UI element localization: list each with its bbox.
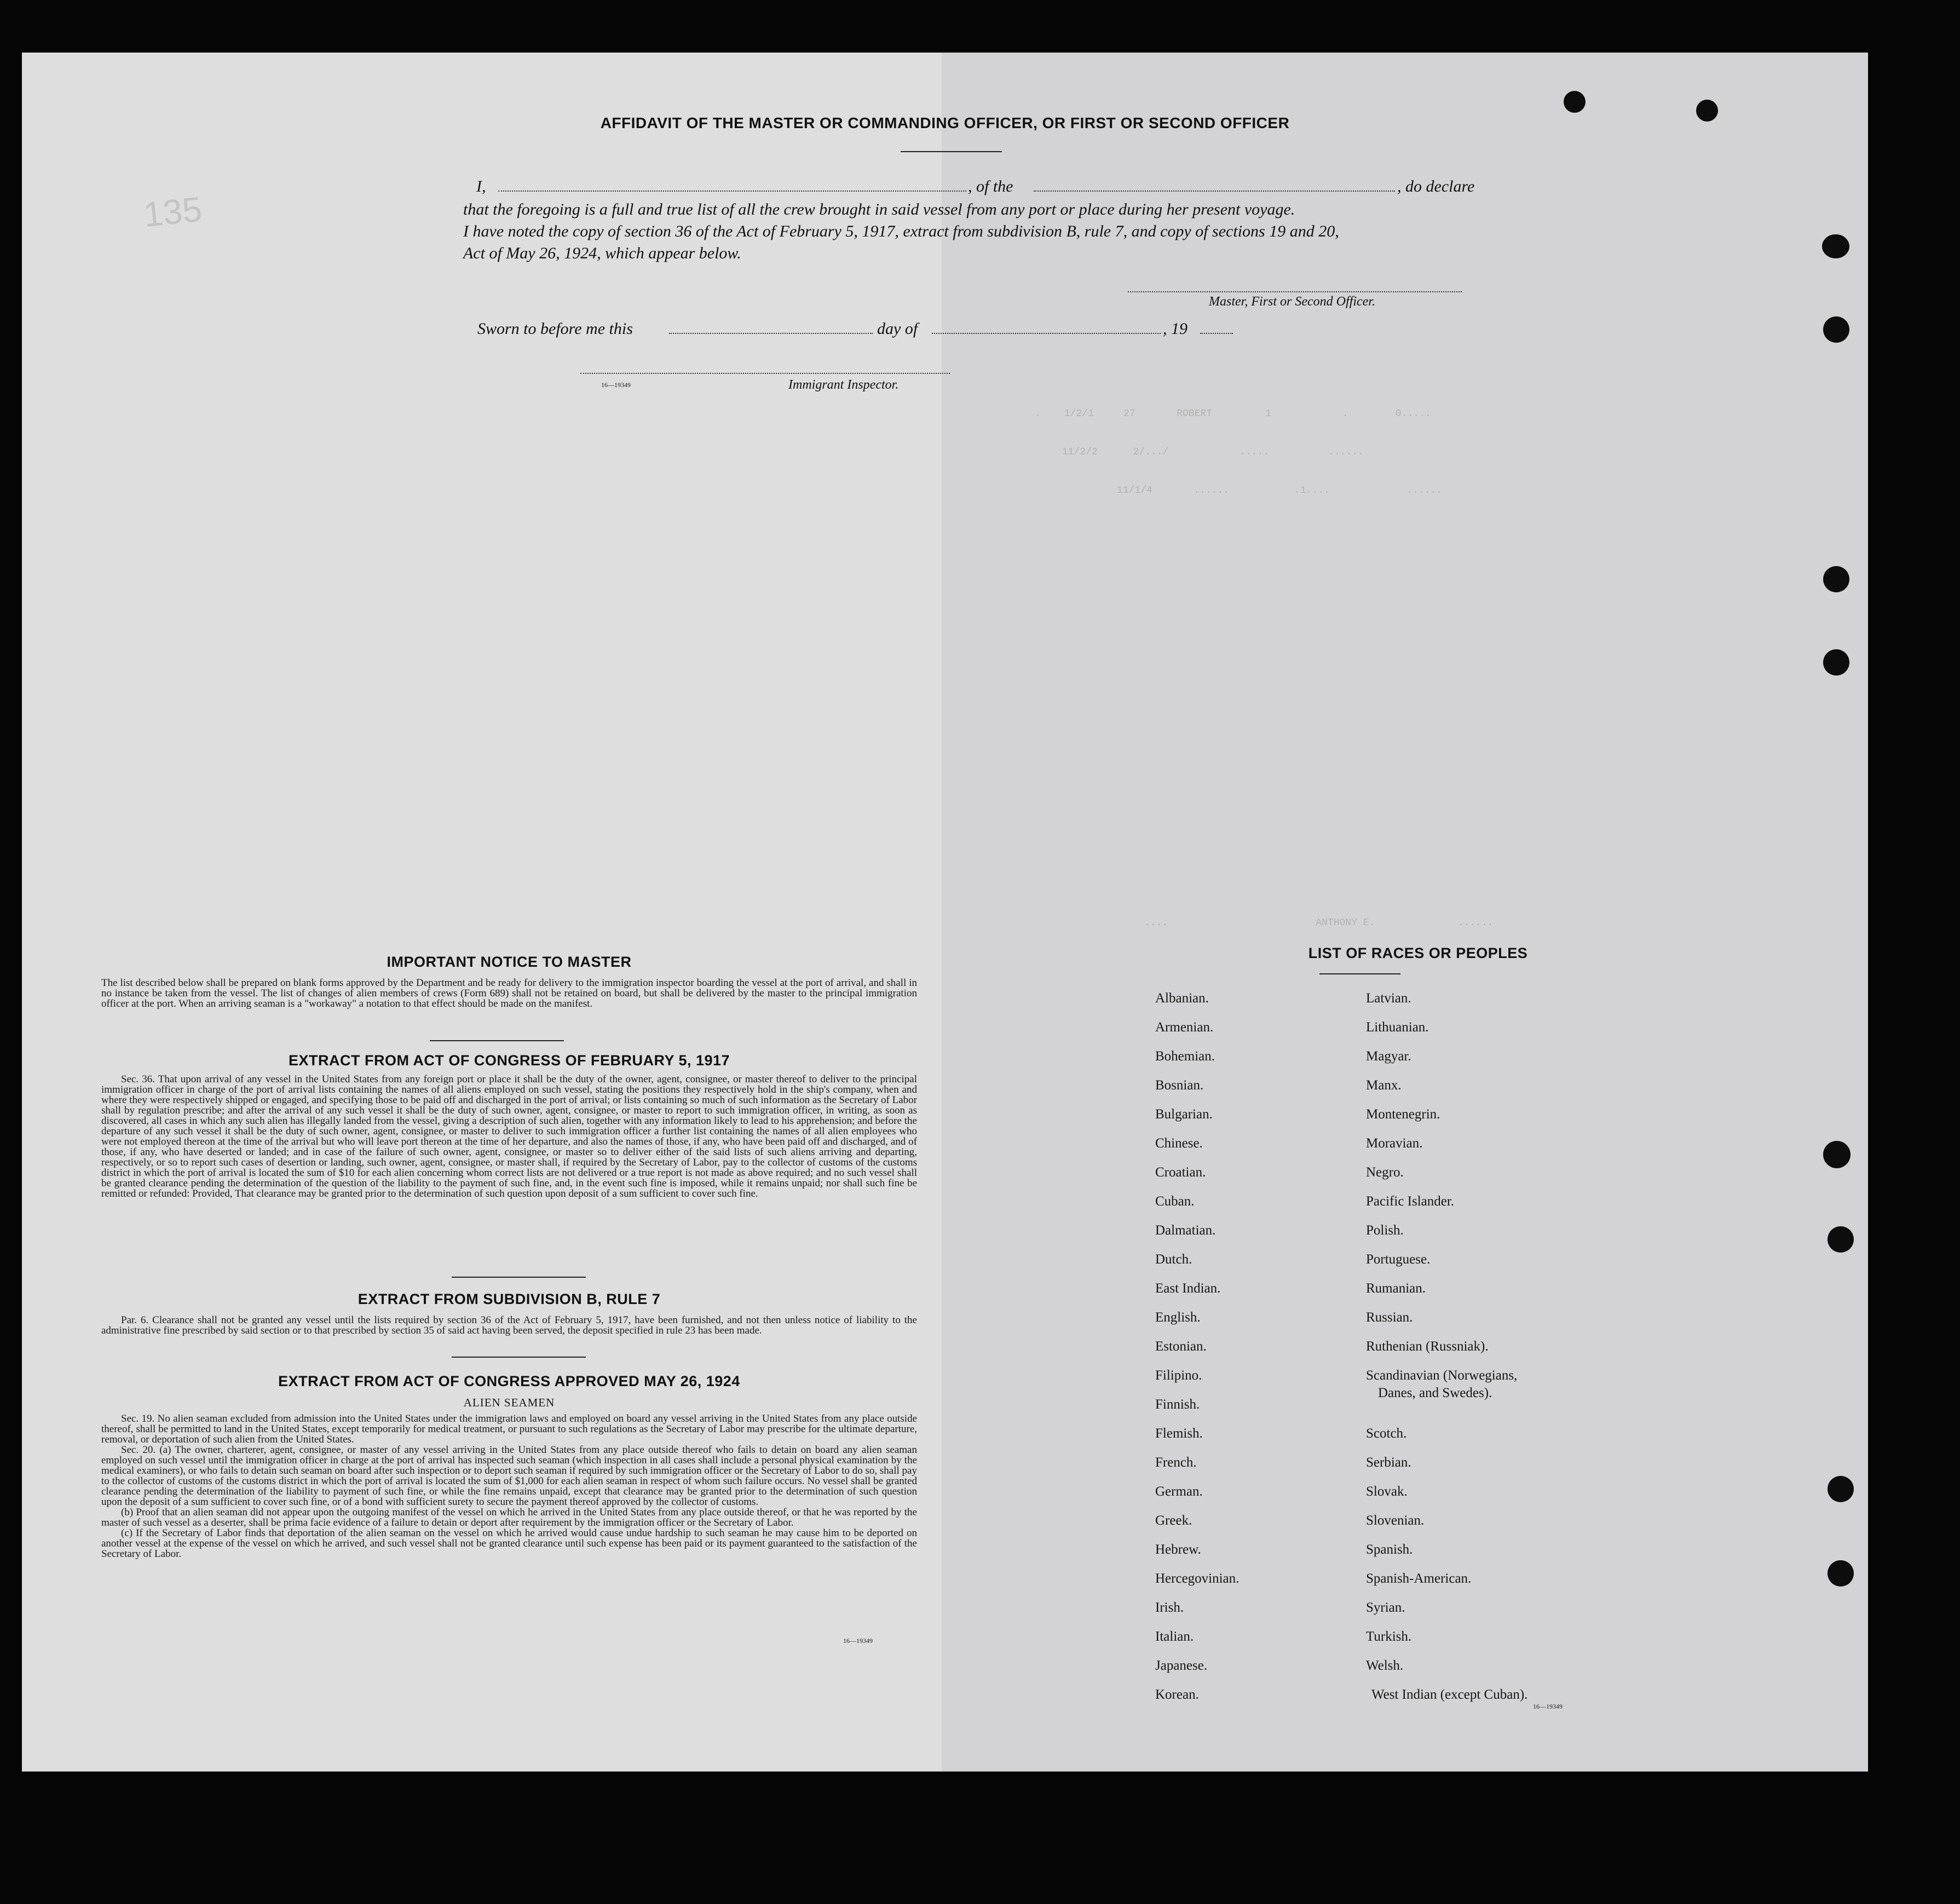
race-item: Danes, and Swedes).	[1378, 1386, 1492, 1400]
sec-19-text: Sec. 19. No alien seaman excluded from admission into the United States under the immigration laws and employed on board any vessel arriving in the United States from any place outside thereof, shall be permitted to land in the United States, except temporarily for medical treatment, or pursuant to such regulations as the Secretary of Labor may prescribe for the ultimate departure, removal, or deportation of such alien from the United States.	[101, 1413, 917, 1445]
sworn-label: Sworn to before me this	[477, 320, 633, 338]
race-item: Italian.	[1155, 1629, 1194, 1644]
alien-seamen-subtitle: ALIEN SEAMEN	[463, 1396, 555, 1409]
race-item: Finnish.	[1155, 1397, 1200, 1412]
punch-hole	[1564, 91, 1586, 113]
race-item: Welsh.	[1366, 1658, 1404, 1673]
race-item: German.	[1155, 1484, 1203, 1499]
document-page	[22, 53, 1868, 1772]
race-item: Bohemian.	[1155, 1049, 1215, 1064]
day-of-label: day of	[877, 320, 918, 338]
race-item: Slovak.	[1366, 1484, 1408, 1499]
race-item: Korean.	[1155, 1687, 1199, 1702]
stamp-number: 135	[141, 189, 204, 235]
race-item: Bulgarian.	[1155, 1107, 1213, 1122]
race-item: Ruthenian (Russniak).	[1366, 1339, 1489, 1354]
month-line	[932, 333, 1161, 334]
race-item: Scandinavian (Norwegians,	[1366, 1368, 1518, 1383]
race-item: Hebrew.	[1155, 1542, 1201, 1557]
name-blank-line	[498, 191, 966, 192]
race-item: Russian.	[1366, 1310, 1413, 1325]
punch-hole	[1828, 1226, 1854, 1253]
race-item: Rumanian.	[1366, 1281, 1426, 1296]
punch-hole	[1822, 234, 1849, 258]
race-item: Magyar.	[1366, 1049, 1411, 1064]
race-item: Slovenian.	[1366, 1513, 1425, 1528]
master-signature-line	[1128, 291, 1462, 292]
race-item: Montenegrin.	[1366, 1107, 1440, 1122]
affidavit-line-4: Act of May 26, 1924, which appear below.	[463, 244, 741, 262]
race-item: Flemish.	[1155, 1426, 1203, 1441]
punch-hole	[1823, 649, 1849, 676]
vessel-blank-line	[1034, 191, 1395, 192]
section-rule	[452, 1277, 586, 1278]
affidavit-line-3: I have noted the copy of section 36 of the Act of February 5, 1917, extract from subdivision B, rule 7, and copy of sections 19 and 20,	[463, 222, 1339, 240]
bleed-through-text: . 1/2/1 27 ROBERT 1 . 0.....	[1035, 408, 1431, 419]
race-item: Spanish-American.	[1366, 1571, 1472, 1586]
year-label: , 19	[1163, 320, 1187, 338]
races-title: LIST OF RACES OR PEOPLES	[1308, 945, 1528, 961]
inspector-signature-line	[580, 373, 950, 374]
race-item: Polish.	[1366, 1223, 1404, 1238]
race-item: Armenian.	[1155, 1020, 1214, 1035]
form-number: 16—19349	[843, 1637, 873, 1645]
notice-body: The list described below shall be prepared on blank forms approved by the Department and be ready for delivery to the immigration inspector boarding the vessel at the port of arrival, and shall in no instance be taken from the vessel. The list of changes of alien members of crews (Form 689) shall not be retained on board, but shall be delivered by the master to the principal immigration officer at the port. When an arriving seaman is a "workaway" a notation to that effect should be made on the manifest.	[101, 977, 917, 1009]
punch-hole	[1696, 100, 1718, 122]
affidavit-line-2: that the foregoing is a full and true list of all the crew brought in said vessel from any port or place during her present voyage.	[463, 200, 1295, 218]
race-item: Serbian.	[1366, 1455, 1411, 1470]
sec-20a-text: Sec. 20. (a) The owner, charterer, agent, consignee, or master of any vessel arriving in the United States from any place outside thereof who fails to detain on board any alien seaman employed on such vessel until the immigration officer in charge at the port of arrival has inspected such seaman (which inspection in all cases shall include a personal physical examination by the medical examiners), or who fails to detain such seaman on board after such inspection or to deport such seaman if required by such immigration officer or the Secretary of Labor to do so, shall pay to the collector of customs of the customs district in which the port of arrival is located the sum of $1,000 for each alien seaman in respect of whom such failure occurs. No vessel shall be granted clearance pending the determination of the liability to payment of such fine, or while the fine remains unpaid, except that clearance may be granted prior to the determination of such question upon the deposit of a sum sufficient to cover such fine, or of a bond with sufficient surety to secure the payment thereof approved by the collector of customs.	[101, 1444, 917, 1508]
extract-1924-body	[101, 1413, 917, 1559]
punch-hole	[1823, 1141, 1851, 1168]
extract-1924-title: EXTRACT FROM ACT OF CONGRESS APPROVED MAY 26, 1924	[278, 1373, 740, 1389]
race-item: Bosnian.	[1155, 1078, 1204, 1093]
sec-20c-text: (c) If the Secretary of Labor finds that deportation of the alien seaman on the vessel on which he arrived would cause undue hardship to such seaman he may cause him to be deported on another vessel at the expense of the vessel on which he arrived, and such vessel shall not be granted clearance until such expense has been paid or its payment guaranteed to the satisfaction of the Secretary of Labor.	[101, 1527, 917, 1560]
punch-hole	[1823, 316, 1849, 343]
race-item: Negro.	[1366, 1165, 1404, 1180]
race-item: West Indian (except Cuban).	[1371, 1687, 1528, 1702]
master-signature-label: Master, First or Second Officer.	[1209, 295, 1375, 309]
form-number: 16—19349	[601, 381, 631, 389]
subdivision-b-body: Par. 6. Clearance shall not be granted any vessel until the lists required by section 36 of the Act of February 5, 1917, have been furnished, and not then unless notice of liability to the administrative fine prescribed by said section or to that prescribed by section 35 of said act having been served, the deposit specified in rule 23 has been made.	[101, 1314, 917, 1336]
race-item: Dalmatian.	[1155, 1223, 1216, 1238]
race-item: Moravian.	[1366, 1136, 1423, 1151]
race-item: Filipino.	[1155, 1368, 1202, 1383]
race-item: Latvian.	[1366, 991, 1411, 1006]
race-item: Hercegovinian.	[1155, 1571, 1240, 1586]
extract-1917-body: Sec. 36. That upon arrival of any vessel in the United States from any foreign port or place it shall be the duty of the owner, agent, consignee, or master thereof to deliver to the principal immigration officer in charge of the port of arrival lists containing the names of all aliens employed on such vessel, stating the positions they respectively hold in the ship's company, when and where they were respectively shipped or engaged, and specifying those to be paid off and discharged in the port of arrival; or lists containing so much of such information as the Secretary of Labor shall by regulation prescribe; and after the arrival of any such vessel it shall be the duty of such owner, agent, consignee, or master to report to such immigration officer, in writing, as soon as discovered, all cases in which any such alien has illegally landed from the vessel, giving a description of such alien, together with any information likely to lead to his apprehension; and before the departure of any such vessel it shall be the duty of such owner, agent, consignee, or master to deliver to such immigration officer a further list containing the names of all alien employees who were not employed thereon at the time of the arrival but who will leave port thereon at the time of her departure, and also the names of those, if any, who have been paid off and discharged, and of those, if any, who have deserted or landed; and in case of the failure of such owner, agent, consignee, or master so to deliver either of the said lists of such aliens arriving and departing, respectively, or so to report such cases of desertion or landing, such owner, agent, consignee, or master shall, if required by the Secretary of Labor, pay to the collector of customs of the customs district in which the port of arrival is located the sum of $10 for each alien concerning whom correct lists are not delivered or a true report is not made as above required; and no such vessel shall be granted clearance pending the determination of the question of the liability to the payment of such fine, and, in the event such fine is imposed, while it remains unpaid; nor shall such fine be remitted or refunded: Provided, That clearance may be granted prior to the determination of such question upon deposit of a sum sufficient to cover such fine.	[101, 1074, 917, 1199]
bleed-through-text: 11/1/4 ...... .1.... ......	[1117, 485, 1443, 496]
sec-20b-text: (b) Proof that an alien seaman did not appear upon the outgoing manifest of the vessel on which he arrived in the United States from any place outside thereof, or that he was reported by the master of such vessel as a deserter, shall be prima facie evidence of a failure to detain or deport after requirement by the immigration officer or the Secretary of Labor.	[101, 1507, 917, 1528]
race-item: Spanish.	[1366, 1542, 1413, 1557]
race-item: Turkish.	[1366, 1629, 1412, 1644]
race-item: Croatian.	[1155, 1165, 1206, 1180]
punch-hole	[1828, 1560, 1854, 1586]
race-item: English.	[1155, 1310, 1201, 1325]
race-item: Japanese.	[1155, 1658, 1208, 1673]
race-item: Greek.	[1155, 1513, 1192, 1528]
extract-1917-title: EXTRACT FROM ACT OF CONGRESS OF FEBRUARY 5, 1917	[288, 1052, 730, 1069]
races-title-rule	[1319, 973, 1400, 974]
race-item: Manx.	[1366, 1078, 1402, 1093]
race-item: Portuguese.	[1366, 1252, 1431, 1267]
affidavit-of-the: , of the	[968, 177, 1013, 195]
race-item: Dutch.	[1155, 1252, 1192, 1267]
notice-title: IMPORTANT NOTICE TO MASTER	[387, 954, 632, 970]
section-rule	[430, 1040, 564, 1041]
race-item: Scotch.	[1366, 1426, 1407, 1441]
race-item: Estonian.	[1155, 1339, 1207, 1354]
race-item: Lithuanian.	[1366, 1020, 1429, 1035]
race-item: Chinese.	[1155, 1136, 1203, 1151]
race-item: Pacific Islander.	[1366, 1194, 1455, 1209]
punch-hole	[1823, 566, 1849, 592]
race-item: Syrian.	[1366, 1600, 1405, 1615]
race-item: French.	[1155, 1455, 1197, 1470]
section-rule	[452, 1357, 586, 1358]
sworn-day-line	[669, 333, 873, 334]
bleed-through-text: .... ANTHONY E. ......	[1144, 918, 1494, 928]
race-item: Irish.	[1155, 1600, 1184, 1615]
affidavit-title: AFFIDAVIT OF THE MASTER OR COMMANDING OFFICER, OR FIRST OR SECOND OFFICER	[600, 114, 1290, 131]
subdivision-b-title: EXTRACT FROM SUBDIVISION B, RULE 7	[358, 1291, 661, 1307]
bleed-through-text: 11/2/2 2/.../ ..... ......	[1062, 447, 1364, 458]
inspector-label: Immigrant Inspector.	[788, 378, 899, 392]
form-number: 16—19349	[1533, 1703, 1563, 1710]
race-item: Cuban.	[1155, 1194, 1195, 1209]
year-line	[1200, 333, 1233, 334]
punch-hole	[1828, 1476, 1854, 1502]
affidavit-i: I,	[476, 177, 486, 195]
affidavit-do-declare: , do declare	[1397, 177, 1475, 195]
race-item: Albanian.	[1155, 991, 1209, 1006]
race-item: East Indian.	[1155, 1281, 1221, 1296]
title-rule	[901, 151, 1002, 152]
